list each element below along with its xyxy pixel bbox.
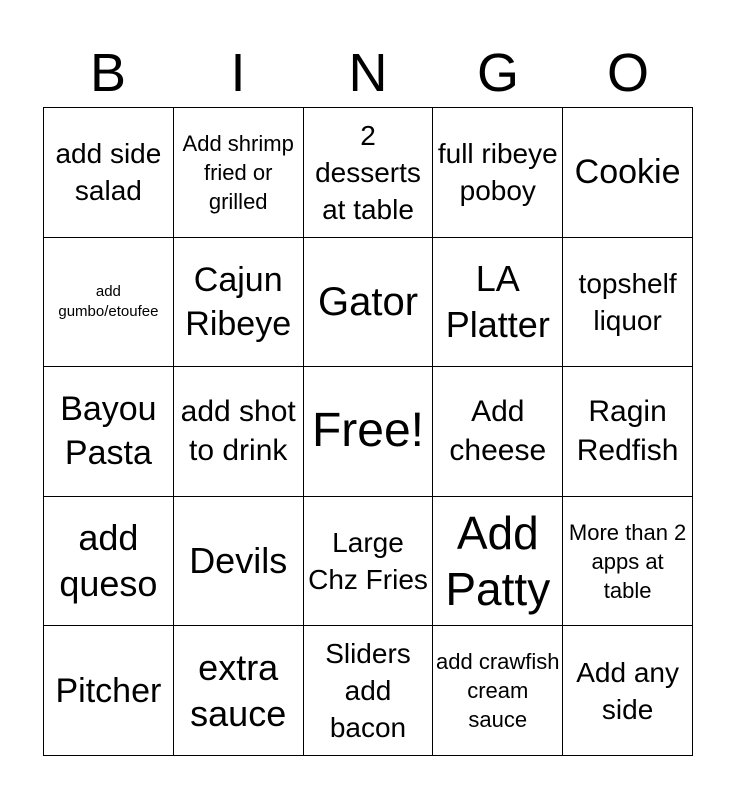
cell-text: Cajun Ribeye bbox=[185, 260, 292, 343]
cell-text: Gator bbox=[317, 279, 419, 324]
cell-text: More than 2 apps at table bbox=[568, 519, 687, 603]
bingo-card-grid bbox=[43, 107, 693, 756]
bingo-cell[interactable] bbox=[174, 238, 304, 368]
cell-text: Sliders add bacon bbox=[325, 638, 411, 744]
bingo-cell[interactable] bbox=[563, 626, 693, 756]
bingo-cell[interactable] bbox=[44, 497, 174, 627]
cell-text: extra sauce bbox=[190, 646, 287, 734]
cell-text: topshelf liquor bbox=[578, 267, 677, 336]
header-letter-g: G bbox=[476, 43, 519, 103]
cell-text: add gumbo/etoufee bbox=[58, 282, 159, 320]
cell-text: add queso bbox=[59, 517, 158, 605]
cell-text: Pitcher bbox=[55, 671, 162, 710]
bingo-cell[interactable] bbox=[174, 108, 304, 238]
cell-text: add crawfish cream sauce bbox=[436, 649, 560, 733]
bingo-cell[interactable] bbox=[563, 367, 693, 497]
cell-text: Cookie bbox=[574, 153, 681, 192]
bingo-cell[interactable] bbox=[563, 497, 693, 627]
cell-text: 2 desserts at table bbox=[315, 119, 421, 225]
cell-text: Ragin Redfish bbox=[576, 395, 679, 468]
bingo-cell[interactable] bbox=[174, 497, 304, 627]
cell-text: Devils bbox=[189, 540, 288, 582]
header-letter-o: O bbox=[606, 43, 649, 103]
header-letter-b: B bbox=[89, 43, 127, 103]
bingo-cell[interactable] bbox=[433, 497, 563, 627]
cell-text: Bayou Pasta bbox=[60, 390, 157, 473]
cell-text: Add Patty bbox=[445, 507, 551, 616]
bingo-cell[interactable] bbox=[433, 367, 563, 497]
cell-text: add shot to drink bbox=[180, 395, 296, 468]
bingo-cell[interactable] bbox=[304, 108, 434, 238]
bingo-cell[interactable] bbox=[304, 238, 434, 368]
cell-text: add side salad bbox=[55, 138, 162, 207]
bingo-cell[interactable] bbox=[174, 367, 304, 497]
header-letter-n: N bbox=[348, 43, 388, 103]
bingo-cell[interactable] bbox=[433, 238, 563, 368]
bingo-cell[interactable] bbox=[44, 367, 174, 497]
free-space-cell[interactable] bbox=[304, 367, 434, 497]
bingo-cell[interactable] bbox=[44, 108, 174, 238]
bingo-header bbox=[43, 38, 693, 108]
bingo-cell[interactable] bbox=[304, 626, 434, 756]
bingo-cell[interactable] bbox=[44, 238, 174, 368]
cell-text: Add cheese bbox=[449, 395, 547, 468]
cell-text: Add any side bbox=[576, 656, 679, 725]
cell-text: Large Chz Fries bbox=[308, 527, 428, 596]
bingo-cell[interactable] bbox=[563, 108, 693, 238]
bingo-cell[interactable] bbox=[433, 108, 563, 238]
bingo-cell[interactable] bbox=[563, 238, 693, 368]
bingo-cell[interactable] bbox=[44, 626, 174, 756]
bingo-cell[interactable] bbox=[304, 497, 434, 627]
cell-text: Free! bbox=[311, 404, 424, 458]
bingo-cell[interactable] bbox=[174, 626, 304, 756]
bingo-cell[interactable] bbox=[433, 626, 563, 756]
cell-text: full ribeye poboy bbox=[437, 138, 558, 207]
header-letter-i: I bbox=[230, 43, 246, 103]
cell-text: Add shrimp fried or grilled bbox=[182, 130, 294, 214]
cell-text: LA Platter bbox=[445, 257, 550, 345]
